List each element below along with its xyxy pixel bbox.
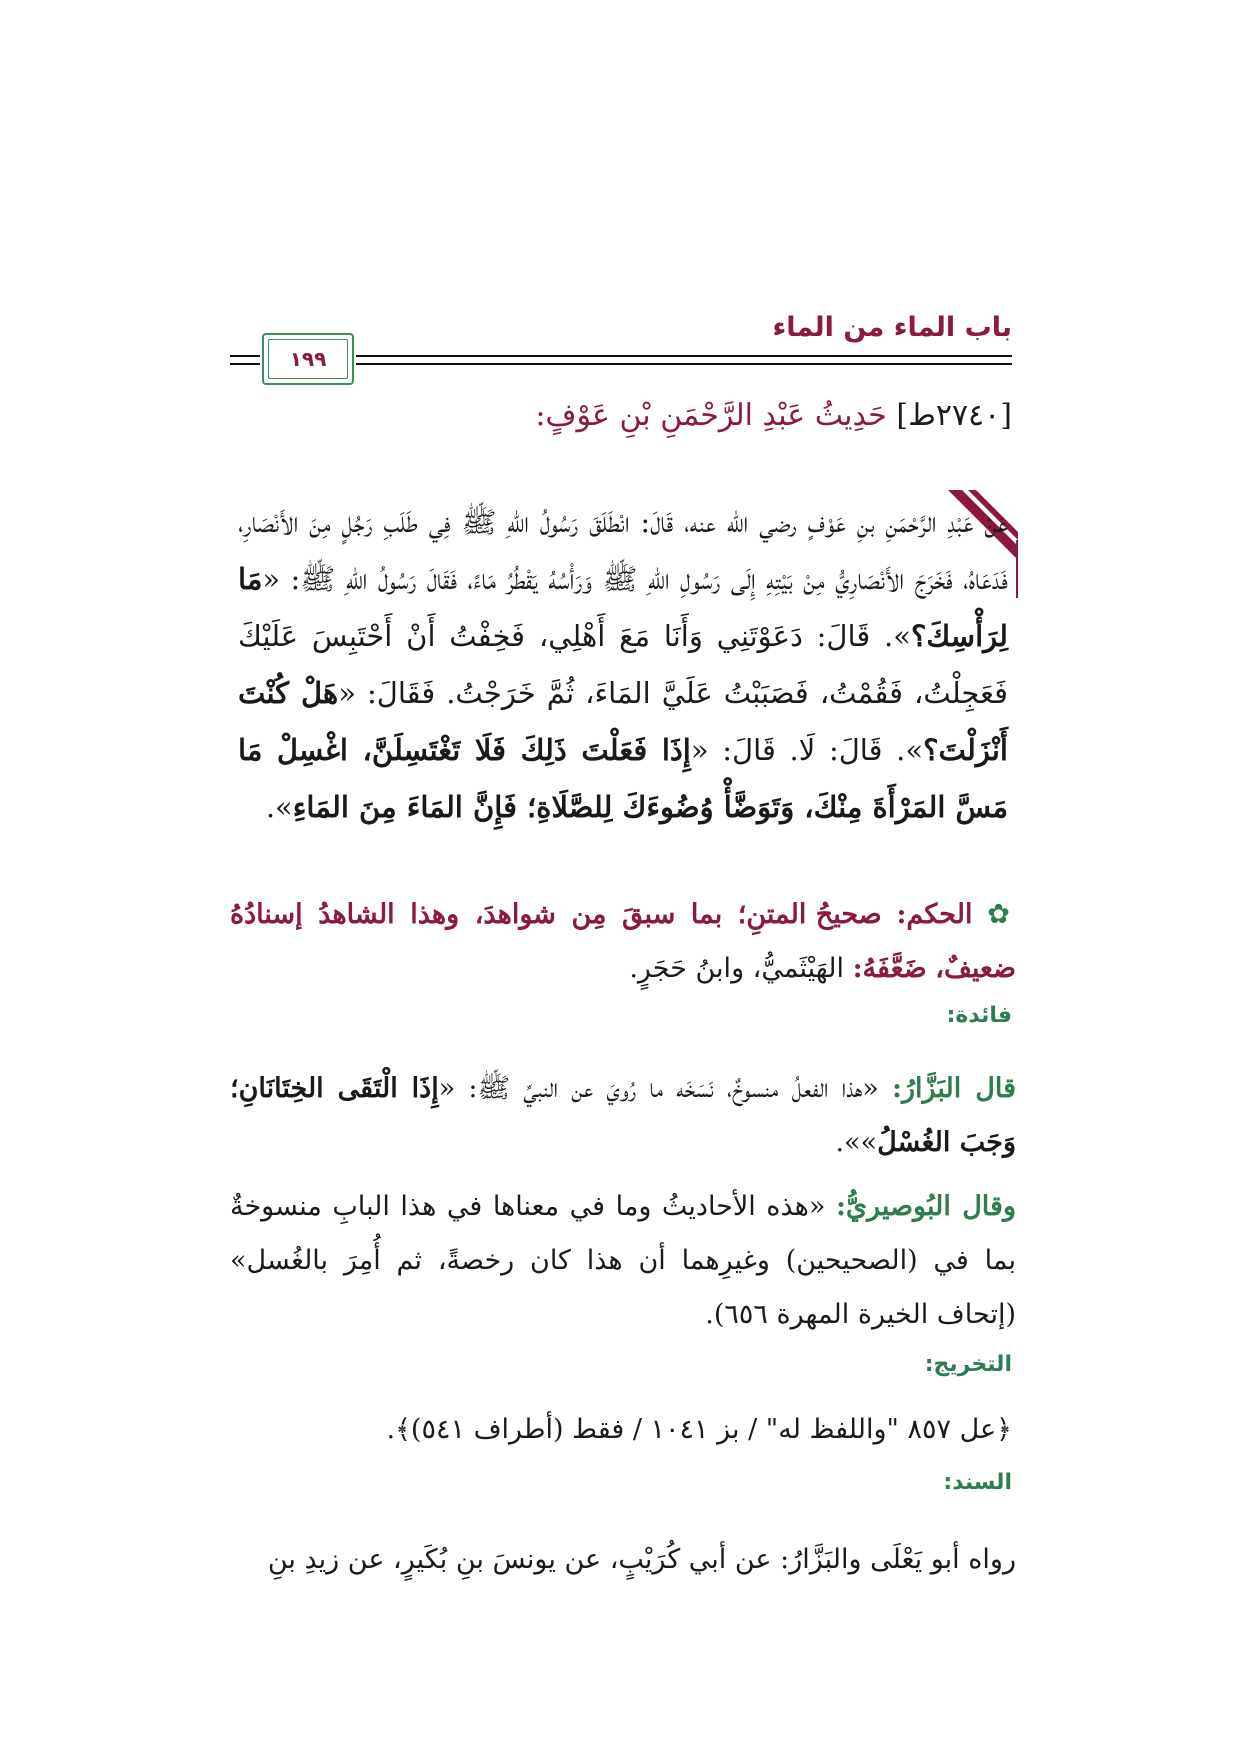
hadith-part-3: ». قَالَ: لَا. قَالَ: « — [690, 733, 924, 767]
benefit-2-author: وقال البُوصيريُّ: — [835, 1191, 1016, 1222]
benefit-1-quote: إِذَا الْتَقَى الخِتَانَانِ؛ وَجَبَ الغُسْلُ — [230, 1073, 1016, 1158]
hadith-quote-2: هَلْ كُنْتَ أَنْزَلْتَ؟ — [238, 676, 1008, 767]
hadith-part-1: عَنْ عَبْدِ الرَّحْمَنِ بنِ عَوْفٍ رضي الله عنه، قَالَ: انْطَلَقَ رَسُولُ اللهِ ﷺ فِي طَلَبِ رَجُلٍ مِنَ الأَنْصَارِ، فَدَعَاهُ، فَخَرَجَ الأَنْصَارِيُّ مِنْ بَيْتِهِ إِلَى رَسُولِ اللهِ ﷺ وَرَأْسُهُ يَقْطُرُ مَاءً، فَقَالَ رَسُولُ اللهِ ﷺ: « — [238, 505, 1008, 596]
hadith-part-2: ». قَالَ: دَعَوْتَنِي وَأَنَا مَعَ أَهْلِي، فَخِفْتُ أَنْ أَحْتَبِسَ عَلَيْكَ فَعَجِلْتُ، فَقُمْتُ، فَصَبَبْتُ عَلَيَّ المَاءَ، ثُمَّ خَرَجْتُ. فَقَالَ: « — [238, 619, 1008, 710]
hadith-number: [٢٧٤٠ط] — [896, 398, 1012, 433]
benefit-paragraph-1 — [230, 1062, 1016, 1170]
flower-icon: ✿ — [987, 899, 1016, 930]
sanad-text: رواه أبو يَعْلَى والبَزَّارُ: عن أبي كُرَيْبٍ، عن يونسَ بنِ بُكَيرٍ، عن زيدِ بنِ — [267, 1544, 1016, 1575]
ruling-label: الحكم: — [896, 899, 973, 930]
header-rule-right-bottom — [356, 363, 1012, 365]
page-number-badge — [262, 333, 354, 385]
header-rule-right-top — [356, 355, 1012, 357]
takhrij-text: ﴿عل ٨٥٧ "واللفظ له" / بز ١٠٤١ / فقط (أطراف ٥٤١)﴾. — [386, 1414, 1012, 1445]
running-title: باب الماء من الماء — [772, 312, 1012, 343]
quote-box-side — [1016, 540, 1018, 598]
weakened-label: ضَعَّفَهُ: — [852, 953, 927, 984]
hadith-text — [238, 494, 1008, 836]
benefit-label: فائدة: — [946, 1003, 1012, 1028]
hadith-title: حَدِيثُ عَبْدِ الرَّحْمَنِ بْنِ عَوْفٍ: — [535, 398, 887, 433]
benefit-1-end: »». — [835, 1127, 878, 1158]
benefit-1-text: «هذا الفعلُ منسوخٌ، نَسَخَه ما رُويَ عن النبيِّ ﷺ: « — [438, 1073, 879, 1104]
hadith-part-4: ». — [265, 790, 293, 824]
ruling-verdict: صحيحُ المتنِ؛ بما سبقَ مِن شواهدَ، وهذا الشاهدُ إسنادُهُ ضعيفٌ، — [230, 899, 1016, 984]
page-number: ١٩٩ — [268, 339, 348, 379]
takhrij-label: التخريج: — [924, 1352, 1012, 1377]
ruling — [230, 888, 1016, 996]
benefit-1-author: قال البَزَّارُ: — [891, 1073, 1016, 1104]
weakened-by: الهَيْثَميُّ، وابنُ حَجَرٍ. — [629, 953, 844, 984]
hadith-quote-1: مَا لِرَأْسِكَ؟ — [238, 562, 1008, 653]
hadith-quote-3: إِذَا فَعَلْتَ ذَلِكَ فَلَا تَغْتَسِلَنَّ، اغْسِلْ مَا مَسَّ المَرْأَةَ مِنْكَ، وَتَوَضَّأْ وُضُوءَكَ لِلصَّلَاةِ؛ فَإِنَّ المَاءَ مِنَ المَاءِ — [238, 733, 1008, 824]
benefit-2-text: «هذه الأحاديثُ وما في معناها في هذا البابِ منسوخةٌ بما في (الصحيحين) وغيرِهما أن هذا كان رخصةً، ثم أُمِرَ بالغُسل» (إتحاف الخيرة المهرة ٦٥٦). — [230, 1191, 1016, 1330]
benefit-paragraph-2 — [230, 1180, 1016, 1342]
hadith-heading — [232, 398, 1012, 433]
header-rule-left-bottom — [230, 363, 260, 365]
header-rule-left-top — [230, 355, 260, 357]
sanad-label: السند: — [943, 1470, 1012, 1495]
